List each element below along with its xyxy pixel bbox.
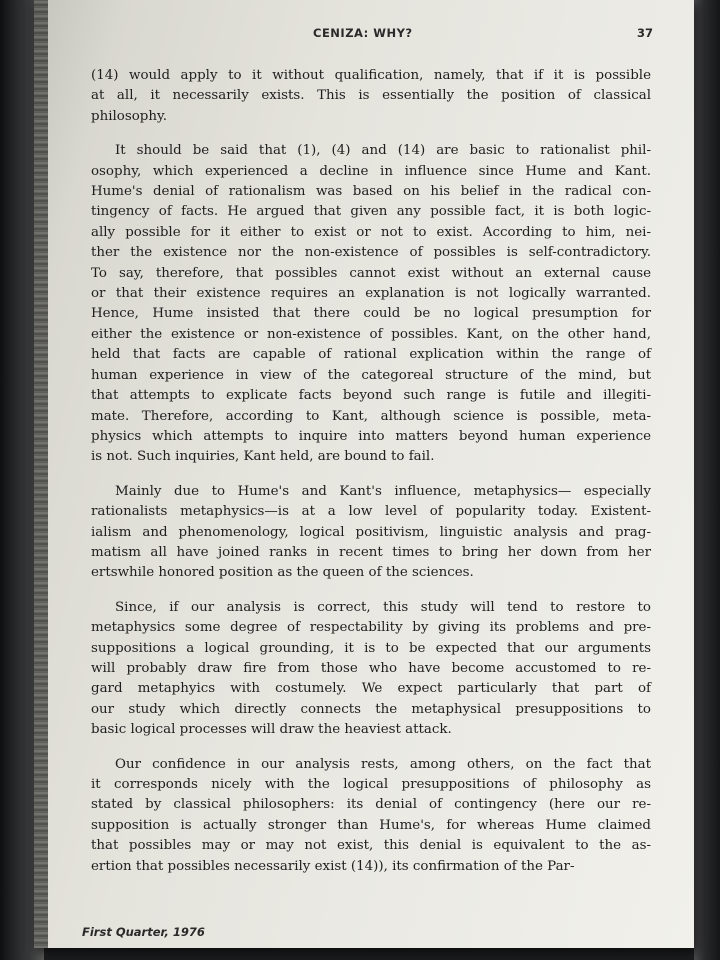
paragraph bbox=[91, 755, 651, 877]
text-line: Our confidence in our analysis rests, among others, on the fact that bbox=[115, 756, 651, 772]
text-line: supposition is actually stronger than Hume's, for whereas Hume claimed bbox=[91, 817, 651, 833]
text-line: philosophy. bbox=[91, 108, 167, 124]
paragraph bbox=[91, 598, 651, 741]
text-line: (14) would apply to it without qualification, namely, that if it is possible bbox=[91, 68, 651, 83]
text-line: osophy, which experienced a decline in influence since Hume and Kant. bbox=[91, 163, 651, 179]
text-line: stated by classical philosophers: its denial of contingency (here our re- bbox=[91, 797, 651, 813]
text-line: ther the existence nor the non-existence of possibles is self-contradictory. bbox=[91, 245, 651, 261]
body-text bbox=[91, 66, 651, 891]
book-page bbox=[34, 0, 694, 948]
text-line: our study which directly connects the metaphysical presuppositions to bbox=[91, 701, 651, 717]
paragraph bbox=[91, 66, 651, 127]
text-line: It should be said that (1), (4) and (14) are basic to rationalist phil- bbox=[115, 143, 651, 159]
text-line: Hume's denial of rationalism was based on his belief in the radical con- bbox=[91, 184, 651, 200]
text-line: physics which attempts to inquire into matters beyond human experience bbox=[91, 428, 651, 444]
paragraph bbox=[91, 482, 651, 584]
text-line: human experience in view of the categoreal structure of the mind, but bbox=[91, 367, 651, 383]
text-line: ertion that possibles necessarily exist (14)), its confirmation of the Par- bbox=[91, 858, 575, 874]
text-line: at all, it necessarily exists. This is essentially the position of classical bbox=[91, 88, 651, 104]
text-line: or that their existence requires an explanation is not logically warranted. bbox=[91, 286, 651, 302]
text-line: held that facts are capable of rational explication within the range of bbox=[91, 347, 651, 363]
page-header bbox=[34, 26, 694, 46]
text-line: ally possible for it either to exist or not to exist. According to him, nei- bbox=[91, 224, 651, 240]
page-edge-shadow bbox=[694, 0, 720, 960]
text-line: tingency of facts. He argued that given any possible fact, it is both logic- bbox=[91, 204, 651, 220]
page-footer: First Quarter, 1976 bbox=[82, 925, 205, 939]
text-line: basic logical processes will draw the heaviest attack. bbox=[91, 722, 452, 738]
text-line: that possibles may or may not exist, this denial is equivalent to the as- bbox=[91, 838, 651, 854]
text-line: To say, therefore, that possibles cannot exist without an external cause bbox=[91, 265, 651, 281]
text-line: mate. Therefore, according to Kant, although science is possible, meta- bbox=[91, 408, 651, 424]
text-line: is not. Such inquiries, Kant held, are bound to fail. bbox=[91, 449, 435, 465]
text-line: either the existence or non-existence of possibles. Kant, on the other hand, bbox=[91, 326, 651, 342]
text-line: Hence, Hume insisted that there could be no logical presumption for bbox=[91, 306, 651, 322]
text-line: Since, if our analysis is correct, this study will tend to restore to bbox=[115, 599, 651, 615]
text-line: rationalists metaphysics—is at a low level of popularity today. Existent- bbox=[91, 504, 651, 520]
paragraph bbox=[91, 141, 651, 468]
text-line: matism all have joined ranks in recent times to bring her down from her bbox=[91, 544, 651, 560]
running-head: CENIZA: WHY? bbox=[313, 26, 413, 40]
text-line: ialism and phenomenology, logical positivism, linguistic analysis and prag- bbox=[91, 524, 651, 540]
text-line: will probably draw fire from those who have become accustomed to re- bbox=[91, 660, 651, 676]
page-number: 37 bbox=[637, 26, 654, 40]
text-line: suppositions a logical grounding, it is to be expected that our arguments bbox=[91, 640, 651, 656]
text-line: that attempts to explicate facts beyond such range is futile and illegiti- bbox=[91, 388, 651, 404]
text-line: gard metaphyics with costumely. We expect particularly that part of bbox=[91, 681, 651, 697]
text-line: metaphysics some degree of respectability by giving its problems and pre- bbox=[91, 620, 651, 636]
text-line: Mainly due to Hume's and Kant's influence, metaphysics— especially bbox=[115, 483, 651, 499]
text-line: ertswhile honored position as the queen of the sciences. bbox=[91, 565, 474, 581]
text-line: it corresponds nicely with the logical presuppositions of philosophy as bbox=[91, 777, 651, 792]
